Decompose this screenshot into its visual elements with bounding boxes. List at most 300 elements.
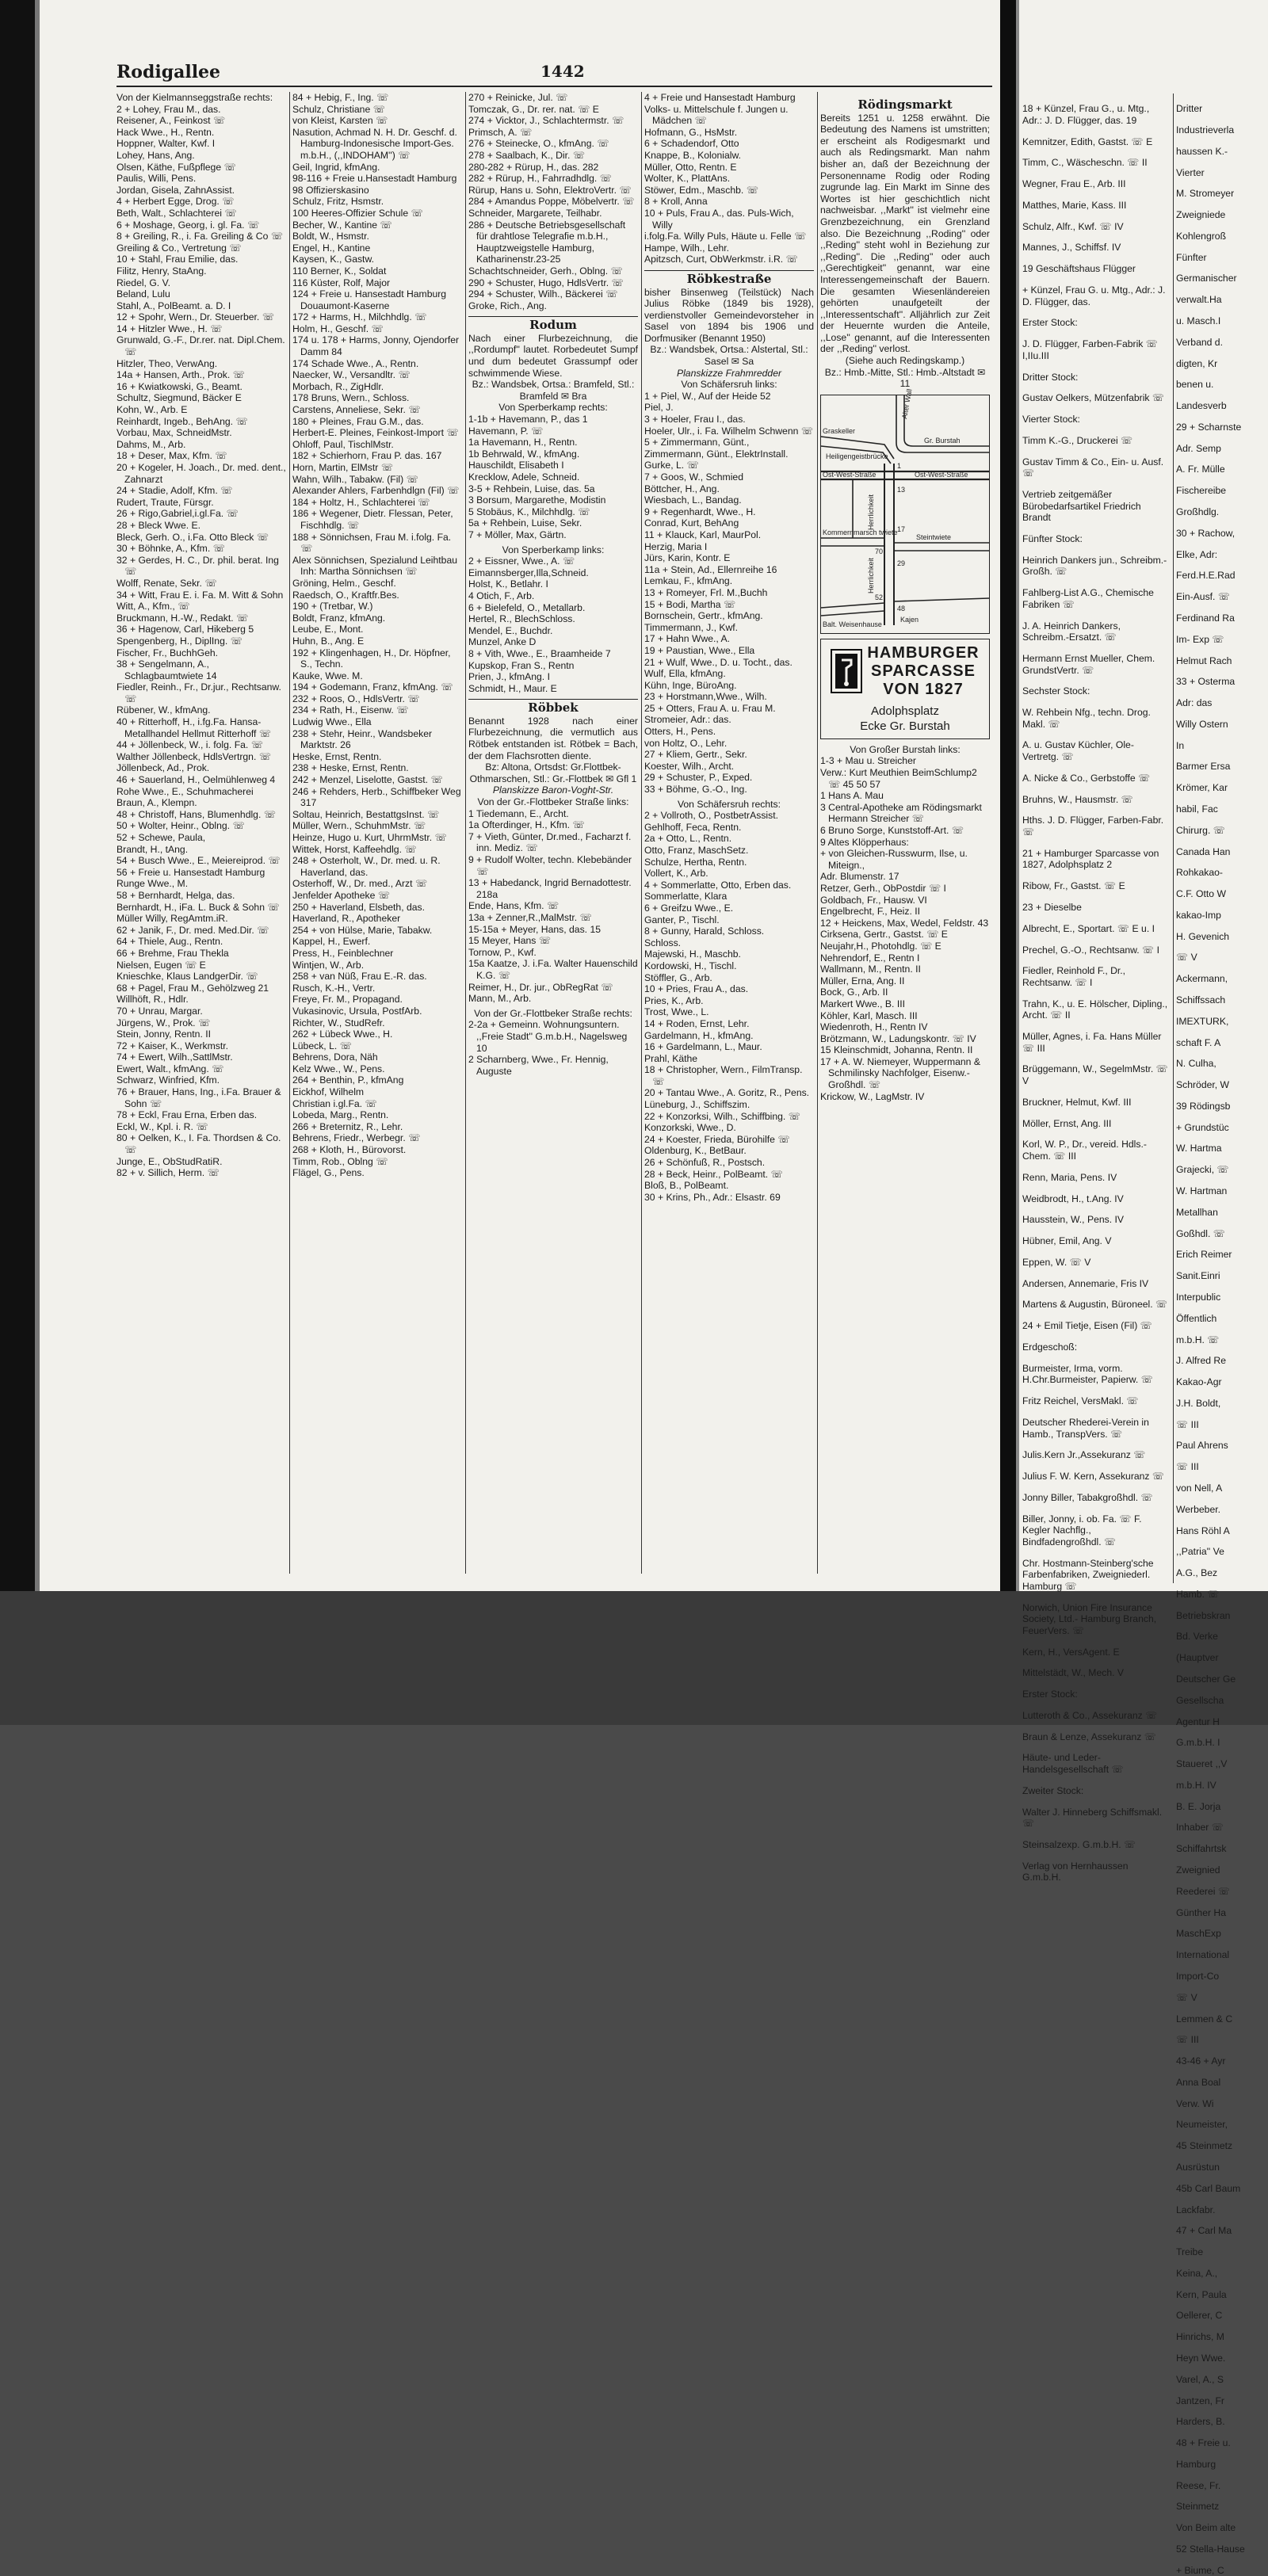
directory-entry: Keina, A., <box>1176 2267 1218 2279</box>
district-info: Bz.: Wandsbek, Ortsa.: Bramfeld, Stl.: Bramfeld ✉ Bra <box>472 379 635 402</box>
directory-entry: Raedsch, O., Kraftfr.Bes. <box>292 589 399 601</box>
directory-entry: Huhn, B., Ang. E <box>292 635 365 647</box>
directory-entry: Schneider, Margarete, Teilhabr. <box>468 207 602 219</box>
directory-entry: 32 + Gerdes, H. C., Dr. phil. berat. Ing ☏ <box>116 554 279 578</box>
directory-entry: Trahn, K., u. E. Hölscher, Dipling., Archt. ☏ II <box>1022 998 1168 1021</box>
directory-entry: A. Nicke & Co., Gerbstoffe ☏ <box>1022 772 1151 784</box>
directory-entry: Fiedler, Reinh., Fr., Dr.jur., Rechtsanw. ☏ <box>116 681 281 704</box>
directory-entry: Bock, G., Arb. II <box>820 987 888 998</box>
directory-entry: Lemkau, F., kfmAng. <box>644 575 733 587</box>
directory-entry: 274 + Vicktor, J., Schlachtermstr. ☏ <box>468 115 624 127</box>
directory-entry: 278 + Saalbach, K., Dir. ☏ <box>468 149 586 161</box>
directory-entry: 174 Schade Wwe., A., Rentn. <box>292 357 419 369</box>
directory-entry: Verw. Wi <box>1176 2097 1214 2109</box>
directory-entry: Herzig, Maria I <box>644 540 708 552</box>
map-label: Herrlichkeit <box>867 494 875 530</box>
directory-entry: Jantzen, Fr <box>1176 2395 1224 2406</box>
map-svg <box>821 387 989 632</box>
directory-entry: 34 + Witt, Frau E. i. Fa. M. Witt & Sohn <box>116 589 284 601</box>
directory-entry: benen u. <box>1176 379 1214 391</box>
directory-entry: Stahl, A., PolBeamt. a. D. I <box>116 300 231 311</box>
directory-entry: Timm, C., Wäscheschn. ☏ II <box>1022 157 1148 169</box>
street-description: Benannt 1928 nach einer Flurbezeichnung, die vermutlich aus Rötbek entstanden ist. Rötbek = Bach, der dem Flachsrotten diente. <box>468 715 638 761</box>
directory-entry: Hauschildt, Elisabeth I <box>468 460 564 471</box>
directory-entry: Hitzler, Theo, VerwAng. <box>116 357 218 369</box>
directory-entry: Junge, E., ObStudRatiR. <box>116 1155 223 1167</box>
directory-entry: 1b Behrwald, W., kfmAng. <box>468 448 580 460</box>
directory-entry: Herbert-E. Pleines, Feinkost-Import ☏ <box>292 427 459 439</box>
directory-entry: Sechster Stock: <box>1022 685 1090 697</box>
directory-entry: Jenfelder Apotheke ☏ <box>292 889 390 901</box>
directory-entry: Julis.Kern Jr.,Assekuranz ☏ <box>1022 1449 1146 1461</box>
directory-entry: Hths. J. D. Flügger, Farben-Fabr. ☏ <box>1022 815 1164 838</box>
directory-entry: Kohn, W., Arb. E <box>116 404 188 416</box>
map-label: Ost-West-Straße <box>915 470 968 479</box>
directory-entry: Beland, Lulu <box>116 288 170 300</box>
directory-entry: Knappe, B., Kolonialw. <box>644 149 741 161</box>
directory-entry: Inhaber ☏ <box>1176 1822 1224 1834</box>
directory-entry: 18 + Christopher, Wern., FilmTransp. ☏ <box>644 1064 803 1087</box>
directory-entry: Alex Sönnichsen, Spezialund Leihtbau Inh: Martha Sönnichsen ☏ <box>292 554 458 578</box>
directory-entry: Kupskop, Fran S., Rentn <box>468 659 575 671</box>
directory-entry: 33 + Osterma <box>1176 676 1236 688</box>
column-5 <box>820 92 990 1102</box>
directory-entry: Hofmann, G., HsMstr. <box>644 126 738 138</box>
directory-entry: Müller Willy, RegAmtm.iR. <box>116 913 228 925</box>
left-scan-edge <box>35 0 40 1725</box>
directory-entry: 13 + Habedanck, Ingrid Bernadottestr. 218a <box>468 877 632 900</box>
directory-entry: Heyn Wwe. <box>1176 2353 1226 2364</box>
directory-entry: 14 + Roden, Ernst, Lehr. <box>644 1017 750 1029</box>
directory-entry: Wiedenroth, H., Rentn IV <box>820 1021 928 1033</box>
map-number: 52 <box>875 593 884 601</box>
directory-entry: Brüggemann, W., SegelmMstr. ☏ V <box>1022 1063 1168 1086</box>
directory-entry: 3 + Hoeler, Frau I., das. <box>644 414 746 426</box>
directory-entry: 110 Berner, K., Soldat <box>292 265 387 277</box>
map-road <box>821 603 884 608</box>
map-number: 70 <box>875 547 884 555</box>
directory-entry: Stromeier, Adr.: das. <box>644 714 731 726</box>
directory-entry: Koester, Wilh., Archt. <box>644 760 735 772</box>
directory-entry: 266 + Breternitz, R., Lehr. <box>292 1120 403 1132</box>
map-number: 1 <box>897 461 902 470</box>
directory-entry: 13a + Zenner,R.,MalMstr. ☏ <box>468 911 592 923</box>
directory-entry: Vierter <box>1176 166 1205 178</box>
directory-entry: schaft F. A <box>1176 1036 1221 1048</box>
directory-entry: Gardelmann, H., kfmAng. <box>644 1029 754 1041</box>
directory-entry: 172 + Harms, H., Milchhdlg. ☏ <box>292 311 427 323</box>
directory-entry: Biller, Jonny, i. ob. Fa. ☏ F. Kegler Nachflg., Bindfadengroßhdl. ☏ <box>1022 1513 1142 1548</box>
street-description: Bereits 1251 u. 1258 erwähnt. Die Bedeutung des Namens ist umstritten; er erscheint als Rodigesmarkt und auch als Redingsmarkt. Man nahm bisher an, daß der Bezeichnung der Personenname Rodig oder Roding zugrunde lag. Ein Markt im Sinne des Wortes ist hier geschichtlich nicht nachweisbar. ,,Markt'' ist vielmehr eine Grenzbezeichnung, ein Grenzland also. Die Bezeichnung ,,Roding'' oder ,,Reding'' steht wohl in Beziehung zur ,,Reding''. Die ,,Reding'' oder auch ,,Gerechtigkeit'' genannt, war eine Interessengemeinschaft der Bauern. Die gesamten Wiesenländereien gehörten unaufgeteilt der ,,Interessentschaft''. Alljährlich zur Zeit der Heuernte wurden die Anteile, ,,Lose'' genannt, auf die Interessenten der ,,Reding'' verlost. <box>820 112 990 355</box>
directory-entry: Fischereibe <box>1176 485 1226 497</box>
map-number: 17 <box>897 525 906 533</box>
directory-entry: Timm K.-G., Druckerei ☏ <box>1022 434 1133 446</box>
section-heading: Von Sperberkamp rechts: <box>498 402 608 414</box>
directory-entry: Nielsen, Eugen ☏ E <box>116 959 206 971</box>
directory-entry: 64 + Thiele, Aug., Rentn. <box>116 936 223 948</box>
directory-entry: 76 + Brauer, Hans, Ing., i.Fa. Brauer & Sohn ☏ <box>116 1086 281 1109</box>
directory-entry: m.b.H. ☏ <box>1176 1334 1220 1345</box>
directory-entry: 98 Offizierskasino <box>292 184 369 196</box>
directory-entry: 29 + Scharnste <box>1176 421 1242 433</box>
directory-entry: 2 + Vollroth, O., PostbetrAssist. <box>644 810 779 822</box>
directory-entry: 9 Altes Klöpperhaus: <box>820 836 909 848</box>
column-1 <box>116 92 286 1179</box>
directory-entry: Vertrieb zeitgemäßer Bürobedarfsartikel Friedrich Brandt <box>1022 489 1141 524</box>
directory-entry: Reinhardt, Ingeb., BehAng. ☏ <box>116 415 248 427</box>
directory-entry: Trost, Wwe., L. <box>644 1006 709 1018</box>
directory-entry: Hamb. ☏ <box>1176 1588 1220 1600</box>
directory-entry: haussen K.- <box>1176 145 1228 157</box>
directory-entry: Deutscher Ge <box>1176 1673 1236 1685</box>
directory-entry: 11 + Klauck, Karl, MaurPol. <box>644 529 762 540</box>
column-6 <box>1022 93 1169 1893</box>
directory-entry: u. Masch.I <box>1176 315 1221 326</box>
directory-entry: A.G., Bez <box>1176 1567 1218 1579</box>
directory-entry: 24 + Emil Tietje, Eisen (Fil) ☏ <box>1022 1320 1152 1332</box>
directory-entry: Rohkakao- <box>1176 867 1223 879</box>
directory-entry: Behrens, Friedr., Werbegr. ☏ <box>292 1132 421 1144</box>
directory-entry: Kappel, H., Ewerf. <box>292 936 371 948</box>
directory-entry: 1 Hans A. Mau <box>820 790 884 802</box>
directory-entry: Pries, K., Arb. <box>644 994 704 1006</box>
directory-entry: Behrens, Dora, Näh <box>292 1051 378 1063</box>
directory-entry: Verband d. <box>1176 336 1223 348</box>
directory-entry: Apitzsch, Curt, ObWerkmstr. i.R. ☏ <box>644 254 798 265</box>
directory-entry: Ein-Ausf. ☏ <box>1176 591 1231 603</box>
directory-entry: 258 + van Nüß, Frau E.-R. das. <box>292 971 427 983</box>
directory-entry: Nasution, Achmad N. H. Dr. Geschf. d. Hamburg-Indonesische Import-Ges. m.b.H., (,,INDOHAM'') ☏ <box>292 126 457 161</box>
map-label: Gr. Burstah <box>924 436 961 445</box>
directory-entry: 286 + Deutsche Betriebsgesellschaft für drahtlose Telegrafie m.b.H., Hauptzweigstelle Hamburg, Katharinenstr.23-25 <box>468 219 626 265</box>
directory-entry: Fritz Reichel, VersMakl. ☏ <box>1022 1395 1139 1407</box>
ad-line: VON 1827 <box>883 680 964 698</box>
directory-entry: Erdgeschoß: <box>1022 1341 1078 1353</box>
map-sketch-note: Planskizze Frahmredder <box>676 367 782 379</box>
directory-entry: Beth, Walt., Schlachterei ☏ <box>116 207 237 219</box>
directory-entry: 5 + Zimmermann, Günt., <box>644 437 750 448</box>
directory-entry: 24 + Koester, Frieda, Bürohilfe ☏ <box>644 1133 790 1145</box>
directory-entry: 30 + Böhnke, A., Kfm. ☏ <box>116 543 225 555</box>
directory-entry: Andersen, Annemarie, Fris IV <box>1022 1277 1149 1289</box>
directory-entry: Walter J. Hinneberg Schiffsmakl. ☏ <box>1022 1806 1163 1830</box>
directory-entry: 4 + Freie und Hansestadt Hamburg <box>644 92 796 103</box>
directory-entry: Engel, H., Kantine <box>292 242 371 254</box>
sparcasse-logo-icon <box>831 649 862 693</box>
directory-entry: Wallmann, M., Rentn. II <box>820 964 921 975</box>
directory-entry: Staueret ,,V <box>1176 1758 1228 1770</box>
directory-entry: 43-46 + Ayr <box>1176 2055 1226 2067</box>
directory-entry: Rudert, Traute, Fürsgr. <box>116 496 214 508</box>
directory-entry: 10 + Pries, Frau A., das. <box>644 983 749 995</box>
directory-entry: Prechel, G.-O., Rechtsanw. ☏ I <box>1022 944 1160 956</box>
directory-entry: 238 + Heske, Ernst, Rentn. <box>292 762 409 774</box>
directory-entry: 98-116 + Freie u.Hansestadt Hamburg <box>292 173 457 185</box>
directory-entry: J. A. Heinrich Dankers, Schreibm.-Ersatzt. ☏ <box>1022 620 1121 643</box>
directory-entry: Erich Reimer <box>1176 1249 1232 1261</box>
directory-entry: ☏ III <box>1176 2034 1199 2046</box>
district-info: Bz.: Wandsbek, Ortsa.: Alstertal, Stl.: Sasel ✉ Sa <box>650 344 808 368</box>
directory-entry: ,,Patria'' Ve <box>1176 1546 1224 1558</box>
directory-entry: 290 + Schuster, Hugo, HdlsVertr. ☏ <box>468 277 624 288</box>
directory-entry: 30 + Rachow, <box>1176 527 1236 539</box>
directory-entry: 66 + Brehme, Frau Thekla <box>116 947 229 959</box>
directory-entry: 250 + Haverland, Elsbeth, das. <box>292 901 426 913</box>
directory-entry: Eimannsberger,Illa,Schneid. <box>468 567 589 578</box>
directory-entry: Sanit.Einri <box>1176 1270 1220 1282</box>
sparcasse-advertisement <box>820 639 990 739</box>
directory-entry: G.m.b.H. I <box>1176 1737 1220 1749</box>
directory-entry: ☏ III <box>1176 1461 1199 1473</box>
directory-entry: Gustav Oelkers, Mützenfabrik ☏ <box>1022 392 1165 404</box>
directory-entry: Canada Han <box>1176 845 1231 857</box>
directory-entry: Gesellscha <box>1176 1694 1224 1706</box>
directory-entry: A. u. Gustav Küchler, Ole-Vertretg. ☏ <box>1022 739 1134 763</box>
directory-entry: 11a + Stein, Ad., Ellernreihe 16 <box>644 563 777 575</box>
directory-entry: Reimer, H., Dr. jur., ObRegRat ☏ <box>468 981 613 993</box>
directory-entry: N. Culha, <box>1176 1058 1216 1070</box>
directory-entry: International <box>1176 1949 1230 1961</box>
directory-entry: Öffentlich <box>1176 1312 1217 1324</box>
directory-entry: Jürs, Karin, Kontr. E <box>644 552 731 564</box>
directory-entry: 194 + Godemann, Franz, kfmAng. ☏ <box>292 681 453 693</box>
directory-entry: Lackfabr. <box>1176 2204 1216 2215</box>
directory-entry: 30 + Krins, Ph., Adr.: Elsastr. 69 <box>644 1191 781 1203</box>
directory-entry: Verlag von Hernhaussen G.m.b.H. <box>1022 1860 1129 1883</box>
directory-entry: Julius F. W. Kern, Assekuranz ☏ <box>1022 1471 1165 1483</box>
directory-entry: Volks- u. Mittelschule f. Jungen u. Mädchen ☏ <box>644 103 789 127</box>
directory-entry: Majewski, H., Maschb. <box>644 948 741 960</box>
directory-entry: Brandt, H., tAng. <box>116 843 189 855</box>
directory-entry: Landesverb <box>1176 400 1227 412</box>
street-description: Nach einer Flurbezeichnung, die ,,Rordumpf'' lautet. Rorbedeutet Sumpf und dum bedeutet Grassumpf oder schwimmende Wiese. <box>468 332 638 379</box>
directory-entry: Import-Co <box>1176 1970 1220 1982</box>
directory-entry: 1 + Piel, W., Auf der Heide 52 <box>644 390 771 402</box>
directory-entry: Hinrichs, M <box>1176 2331 1224 2343</box>
directory-entry: Jordan, Gisela, ZahnAssist. <box>116 184 235 196</box>
directory-entry: 268 + Kloth, H., Bürovorst. <box>292 1144 407 1156</box>
directory-entry: Hoeler, Ulr., i. Fa. Wilhelm Schwenn ☏ <box>644 425 814 437</box>
directory-entry: 23 + Dieselbe <box>1022 901 1082 913</box>
directory-entry: Becher, W., Kantine ☏ <box>292 219 392 231</box>
directory-entry: Holst, K., Betlahr. I <box>468 578 548 590</box>
directory-entry: 264 + Benthin, P., kfmAng <box>292 1074 404 1086</box>
directory-entry: M. Stromeyer <box>1176 188 1235 200</box>
directory-entry: Goßhdl. ☏ <box>1176 1227 1225 1239</box>
directory-entry: Braun & Lenze, Assekuranz ☏ <box>1022 1731 1157 1742</box>
directory-entry: 62 + Janik, F., Dr. med. Med.Dir. ☏ <box>116 924 269 936</box>
directory-entry: Reisener, A., Feinkost ☏ <box>116 115 226 127</box>
directory-entry: Müller, Agnes, i. Fa. Hans Müller ☏ III <box>1022 1031 1162 1054</box>
directory-entry: 44 + Jöllenbeck, W., i. folg. Fa. ☏ <box>116 739 263 751</box>
directory-entry: 19 Geschäftshaus Flügger <box>1022 263 1136 275</box>
directory-entry: Morbach, R., ZigHdlr. <box>292 380 384 392</box>
directory-entry: 70 + Unrau, Margar. <box>116 1005 203 1017</box>
directory-entry: 242 + Menzel, Liselotte, Gastst. ☏ <box>292 774 443 786</box>
directory-entry: Schulz, Alfr., Kwf. ☏ IV <box>1022 220 1124 232</box>
directory-entry: J. D. Flügger, Farben-Fabrik ☏ I,IIu.III <box>1022 338 1159 361</box>
directory-entry: 4 Otich, F., Arb. <box>468 590 535 601</box>
directory-entry: Boldt, W., Hsmstr. <box>292 231 369 242</box>
directory-entry: 45b Carl Baum <box>1176 2182 1241 2194</box>
map-sketch-note: Planskizze Baron-Voght-Str. <box>492 784 614 796</box>
directory-entry: 174 u. 178 + Harms, Jonny, Ojendorfer Damm 84 <box>292 334 460 358</box>
directory-entry: Jürgens, W., Prok. ☏ <box>116 1017 211 1028</box>
directory-entry: (Hauptver <box>1176 1652 1219 1664</box>
directory-entry: Im- Exp ☏ <box>1176 633 1224 645</box>
map-number: 48 <box>897 604 906 613</box>
directory-entry: Bd. Verke <box>1176 1631 1218 1643</box>
directory-entry: 2a + Otto, L., Rentn. <box>644 833 732 845</box>
directory-entry: In <box>1176 739 1185 751</box>
directory-entry: Bruckner, Helmut, Kwf. III <box>1022 1096 1132 1108</box>
directory-entry: Ganter, P., Tischl. <box>644 914 720 925</box>
directory-entry: Bruckmann, H.-W., Redakt. ☏ <box>116 612 249 624</box>
directory-entry: Schmidt, H., Maur. E <box>468 682 557 694</box>
directory-entry: Oldenburg, K., BetBaur. <box>644 1145 747 1157</box>
directory-entry: Lobeda, Marg., Rentn. <box>292 1109 389 1121</box>
district-info: Bz.: Hmb.-Mitte, Stl.: Hmb.-Altstadt ✉ 11 <box>824 366 986 390</box>
directory-entry: Häute- und Leder-Handelsgesellschaft ☏ <box>1022 1752 1124 1776</box>
directory-entry: Jonny Biller, Tabakgroßhdl. ☏ <box>1022 1491 1153 1503</box>
directory-entry: Elke, Adr: <box>1176 548 1218 560</box>
directory-entry: Timmermann, J., Kwf. <box>644 621 739 633</box>
directory-entry: Schulze, Hertha, Rentn. <box>644 856 747 868</box>
directory-entry: 15 Meyer, Hans ☏ <box>468 935 551 947</box>
directory-entry: 8 + Kroll, Anna <box>644 196 708 208</box>
directory-entry: Barmer Ersa <box>1176 761 1231 773</box>
directory-entry: Rusch, K.-H., Vertr. <box>292 982 376 994</box>
directory-entry: Wegner, Frau E., Arb. III <box>1022 178 1126 190</box>
directory-entry: Wiesbach, L., Bandag. <box>644 494 742 506</box>
directory-entry: Interpublic <box>1176 1291 1221 1303</box>
directory-entry: Naecker, W., Versandltr. ☏ <box>292 369 411 381</box>
directory-entry: Brötzmann, W., Ladungskontr. ☏ IV <box>820 1032 976 1044</box>
directory-entry: 15-15a + Meyer, Hans, das. 15 <box>468 923 602 935</box>
directory-entry: Olsen, Käthe, Fußpflege ☏ <box>116 161 236 173</box>
directory-entry: 7 + Vieth, Günter, Dr.med., Facharzt f. inn. Mediz. ☏ <box>468 830 632 854</box>
directory-entry: W. Hartma <box>1176 1143 1222 1154</box>
directory-entry: 72 + Kaiser, K., Werkmstr. <box>116 1040 228 1051</box>
directory-entry: W. Rehbein Nfg., techn. Drog. Makl. ☏ <box>1022 707 1151 730</box>
directory-entry: Mannes, J., Schiffsf. IV <box>1022 242 1121 254</box>
directory-entry: Flägel, G., Pens. <box>292 1167 365 1179</box>
map-label: Ost-West-Straße <box>823 470 877 479</box>
section-heading: Von Sperberkamp links: <box>502 544 605 555</box>
page-number: 1442 <box>540 62 585 81</box>
directory-entry: 5a + Rehbein, Luise, Sekr. <box>468 517 582 529</box>
directory-entry: von Holtz, O., Lehr. <box>644 737 728 749</box>
directory-entry: + Grundstüc <box>1176 1121 1229 1133</box>
directory-entry: Mann, M., Arb. <box>468 993 532 1005</box>
directory-entry: 52 Stella-Hause <box>1176 2544 1245 2555</box>
directory-entry: 29 + Schuster, P., Exped. <box>644 772 753 784</box>
directory-entry: 36 + Hagenow, Carl, Hikeberg 5 <box>116 624 254 635</box>
directory-entry: 68 + Pagel, Frau M., Gehölzweg 21 <box>116 982 269 994</box>
directory-entry: 180 + Pleines, Frau G.M., das. <box>292 415 424 427</box>
directory-entry: Goldbach, Fr., Hausw. VI <box>820 894 927 906</box>
directory-entry: Paulis, Willi, Pens. <box>116 173 197 185</box>
directory-entry: 74 + Ewert, Wilh.,SattlMstr. <box>116 1051 233 1063</box>
column-divider <box>641 92 642 1574</box>
directory-entry: Hamburg <box>1176 2458 1216 2470</box>
directory-entry: 2-2a + Gemeinn. Wohnungsuntern. ,,Freie Stadt'' G.m.b.H., Nagelsweg 10 <box>468 1019 628 1054</box>
directory-entry: Krickow, W., LagMstr. IV <box>820 1090 925 1102</box>
directory-entry: 1-3 + Mau u. Streicher <box>820 755 916 767</box>
directory-entry: Greiling & Co., Vertretung ☏ <box>116 242 242 254</box>
directory-entry: Tornow, P., Kwf. <box>468 946 537 958</box>
directory-entry: Albrecht, E., Sportart. ☏ E u. I <box>1022 922 1155 934</box>
directory-entry: ☏ V <box>1176 952 1197 964</box>
directory-entry: J. Alfred Re <box>1176 1355 1226 1367</box>
directory-entry: Reese, Fr. <box>1176 2479 1221 2491</box>
directory-entry: 7 + Goos, W., Schmied <box>644 471 743 483</box>
directory-entry: Müller, Otto, Rentn. E <box>644 161 737 173</box>
directory-entry: Steinsalzexp. G.m.b.H. ☏ <box>1022 1838 1136 1850</box>
column-2 <box>292 92 462 1179</box>
directory-entry: 27 + Kliem, Gertr., Sekr. <box>644 749 747 761</box>
directory-entry: Ausrüstun <box>1176 2161 1220 2173</box>
directory-entry: A. Fr. Mülle <box>1176 464 1225 475</box>
directory-entry: Lübeck, L. ☏ <box>292 1040 352 1051</box>
map-label: Herrlichkeit <box>867 557 875 593</box>
directory-entry: Tomczak, G., Dr. rer. nat. ☏ E <box>468 103 599 115</box>
directory-entry: 56 + Freie u. Hansestadt Hamburg <box>116 866 265 878</box>
directory-entry: Braun, A., Klempn. <box>116 797 197 809</box>
map-label: Kommernmarsch twiete <box>823 528 898 536</box>
directory-entry: 13 + Romeyer, Frl. M.,Buchh <box>644 586 768 598</box>
directory-entry: + Künzel, Frau G. u. Mtg., Adr.: J. D. Flügger, das. <box>1022 284 1166 307</box>
directory-entry: 16 + Kwiatkowski, G., Beamt. <box>116 380 243 392</box>
directory-entry: 19 + Paustian, Wwe., Ella <box>644 644 755 656</box>
directory-entry: 6 + Schadendorf, Otto <box>644 138 739 150</box>
map-label: Kajen <box>900 615 919 624</box>
directory-entry: Oellerer, C <box>1176 2310 1223 2322</box>
directory-entry: von Kleist, Karsten ☏ <box>292 115 388 127</box>
directory-entry: 39 Rödingsb <box>1176 1100 1231 1112</box>
directory-entry: Vukasinovic, Ursula, PostfArb. <box>292 1005 422 1017</box>
directory-entry: Wahn, Wilh., Tabakw. (Fil) ☏ <box>292 473 418 485</box>
directory-entry: Filitz, Henry, StaAng. <box>116 265 207 277</box>
column-divider <box>465 92 466 1574</box>
directory-entry: W. Hartman <box>1176 1185 1228 1197</box>
directory-entry: Erster Stock: <box>1022 1689 1078 1700</box>
directory-entry: 8 + Greiling, R., i. Fa. Greiling & Co ☏ <box>116 231 283 242</box>
directory-entry: 182 + Schierhorn, Frau P. das. 167 <box>292 450 442 462</box>
directory-entry: 58 + Bernhardt, Helga, das. <box>116 889 235 901</box>
directory-entry: Munzel, Anke D <box>468 636 537 648</box>
directory-entry: Knieschke, Klaus LandgerDir. ☏ <box>116 971 258 983</box>
directory-entry: Eckl, W., Kpl. i. R. ☏ <box>116 1120 208 1132</box>
directory-entry: Dritter <box>1176 103 1203 115</box>
directory-entry: Spengenberg, H., DiplIng. ☏ <box>116 635 243 647</box>
directory-entry: 8 + Vith, Wwe., E., Braamheide 7 <box>468 647 611 659</box>
directory-entry: Gurke, L. ☏ <box>644 460 699 471</box>
directory-entry: Kern, H., VersAgent. E <box>1022 1646 1120 1658</box>
directory-entry: Treibe <box>1176 2246 1204 2258</box>
directory-entry: Von der Kielmannseggstraße rechts: <box>116 92 273 103</box>
directory-entry: H. Gevenich <box>1176 930 1230 942</box>
directory-entry: 188 + Sönnichsen, Frau M. i.folg. Fa. ☏ <box>292 531 452 555</box>
directory-entry: Riedel, G. V. <box>116 277 170 288</box>
directory-entry: ☏ V <box>1176 1991 1197 2003</box>
directory-entry: 38 + Sengelmann, A., Schlagbaumtwiete 14 <box>116 658 217 681</box>
map-label: Steintwiete <box>916 532 952 541</box>
directory-entry: Helmut Rach <box>1176 654 1232 666</box>
directory-entry: 12 + Heickens, Max, Wedel, Feldstr. 43 <box>820 917 989 929</box>
directory-entry: Kordowski, H., Tischl. <box>644 960 737 971</box>
directory-entry: 124 + Freie u. Hansestadt Hamburg Douaumont-Kaserne <box>292 288 447 311</box>
